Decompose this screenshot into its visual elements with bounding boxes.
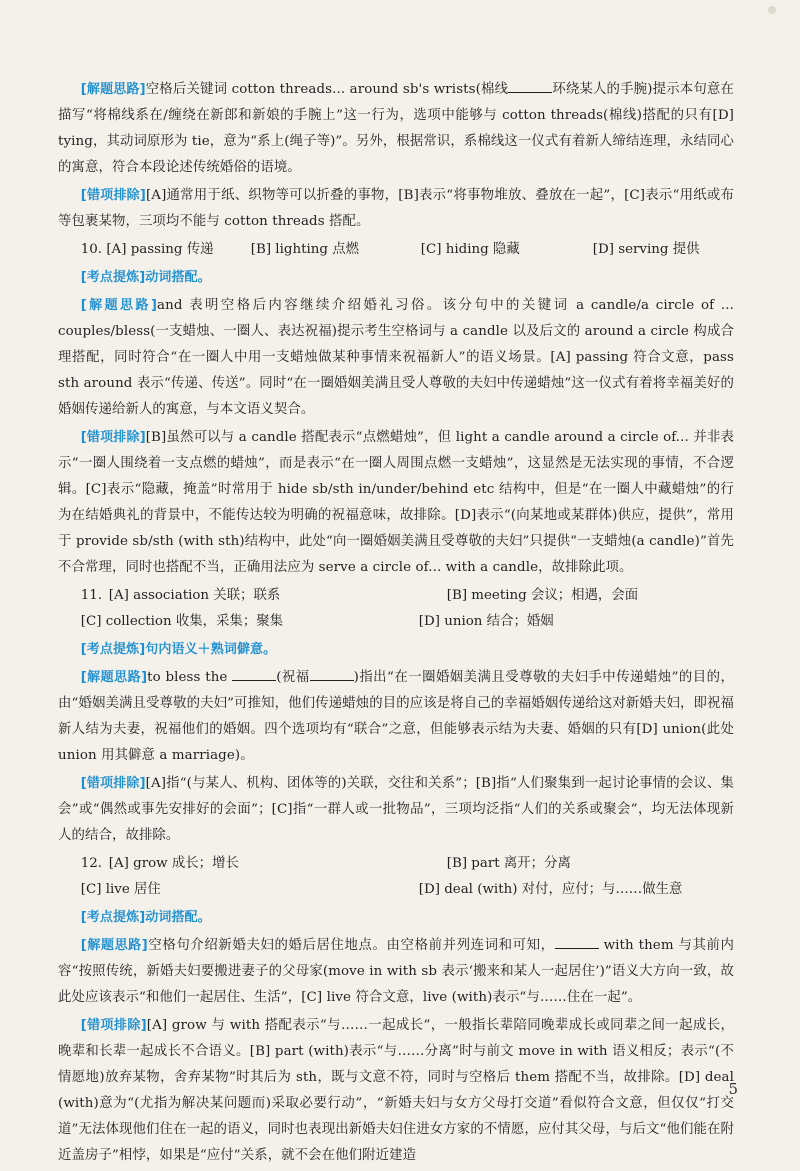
q10-analysis-tag: [解题思路]: [80, 298, 158, 313]
q11-option-b: [B] meeting 会议；相遇，会面: [446, 588, 639, 603]
q9-analysis-tag: [解题思路]: [80, 82, 146, 97]
q9-elimination-tag: [错项排除]: [80, 188, 146, 203]
q12-option-a: [A] grow 成长；增长: [108, 856, 239, 871]
q9-elimination: [错项排除][A]通常用于纸、织物等可以折叠的事物，[B]表示“将事物堆放、叠放在一起”，[C]表示“用纸或布等包裹某物，三项均不能与 cotton threads 搭配。: [58, 188, 734, 229]
q11-keypoint-tag: [考点提炼]: [80, 642, 146, 657]
answer-blank: [508, 78, 552, 93]
q10-keypoint: [考点提炼]动词搭配。: [80, 270, 211, 285]
q12-elimination-tag: [错项排除]: [80, 1018, 147, 1033]
q10-option-d: [D] serving 提供: [592, 242, 700, 257]
q12-option-d: [D] deal (with) 对付，应付；与……做生意: [418, 882, 683, 897]
corner-dot: [768, 6, 776, 14]
q11-option-d: [D] union 结合；婚姻: [418, 614, 554, 629]
q11-elimination: [错项排除][A]指“(与某人、机构、团体等的)关联，交往和关系”；[B]指“人们聚集到一起讨论事情的会议、集会”或“偶然或事先安排好的会面”；[C]指“一群人或一批物品”，三项均泛指“人们的关系或聚会”，均无法体现新人的结合，故排除。: [58, 776, 735, 843]
answer-blank: [555, 934, 599, 949]
q10-elimination: [错项排除][B]虽然可以与 a candle 搭配表示“点燃蜡烛”，但 light a candle around a circle of... 并非表示“一圈人围绕着一支点燃的蜡烛”，而是表示“在一圈人周围点燃一支蜡烛”，这显然是无法实现的事情，不合逻辑。[C]表示“隐藏，掩盖”时常用于 hide sb/sth in/under/behind etc 结构中，但是“在一圈人中藏蜡烛”的行为在结婚典礼的背景中，不能传达较为明确的祝福意味，故排除。[D]表示“(向某地或某群体)供应，提供”，常用于 provide sb/sth (with sth)结构中，此处“向一圈婚姻美满且受尊敬的夫妇”只提供“一支蜡烛(a candle)”首先不合常理，同时也搭配不当，正确用法应为 serve a circle of... with a candle，故排除此项。: [58, 430, 734, 575]
q11-elimination-tag: [错项排除]: [80, 776, 146, 791]
answer-blank: [232, 666, 276, 681]
q10-option-c: [C] hiding 隐藏: [420, 242, 520, 257]
answer-blank: [310, 666, 354, 681]
q11-analysis: [解题思路]to bless the (祝福 )指出“在一圈婚姻美满且受尊敬的夫妇手中传递蜡烛”的目的，由“婚姻美满且受尊敬的夫妇”可推知，他们传递蜡烛的目的应该是将自己的幸福婚姻传递给这对新婚夫妇，即祝福新人结为夫妻，祝福他们的婚姻。四个选项均有“联合”之意，但能够表示结为夫妻、婚姻的只有[D] union(此处 union 用其僻意 a marriage)。: [58, 665, 734, 769]
q11-option-a: [A] association 关联；联系: [108, 588, 281, 603]
q10-option-b: [B] lighting 点燃: [250, 242, 359, 257]
q11-analysis-tag: [解题思路]: [80, 670, 148, 685]
q12-option-b: [B] part 离开；分离: [446, 856, 571, 871]
q12-elimination: [错项排除][A] grow 与 with 搭配表示“与……一起成长”，一般指长辈陪同晚辈成长或同辈之间一起成长，晚辈和长辈一起成长不合语义。[B] part (with)表示“与……分离”时与前文 move in with 语义相反；表示“(不情愿地)放弃某物，舍弃某物”时其后为 sth，既与文意不符，同时与空格后 them 搭配不当，故排除。[D] deal (with)意为“(尤指为解决某问题而)采取必要行动”，“新婚夫妇与女方父母打交道”看似符合文意，但仅仅“打交道”无法体现他们住在一起的语义，同时也表现出新婚夫妇住进女方家的不情愿，应付其父母，与后文“他们能在附近盖房子”相悖，如果是“应付”关系，就不会在他们附近建造: [58, 1018, 734, 1163]
q10-analysis: [解题思路]and 表明空格后内容继续介绍婚礼习俗。该分句中的关键词 a candle/a circle of ... couples/bless(一支蜡烛、一圈人、表达祝福)提示考生空格词与 a candle 以及后文的 around a circle 构成合理搭配，同时符合“在一圈人中用一支蜡烛做某种事情来祝福新人”的语义场景。[A] passing 符合文意，pass sth around 表示“传递、传送”。同时“在一圈婚姻美满且受人尊敬的夫妇中传递蜡烛”这一仪式有着将幸福美好的婚姻传递给新人的寓意，与本文语义契合。: [58, 298, 735, 417]
q12-analysis-tag: [解题思路]: [80, 938, 148, 953]
q12-analysis: [解题思路]空格句介绍新婚夫妇的婚后居住地点。由空格前并列连词和可知， with them 与其前内容“按照传统，新婚夫妇要搬进妻子的父母家(move in with sb 表示‘搬来和某人一起居住’)”语义大方向一致，故此处应该表示“和他们一起居住、生活”，[C] live 符合文意，live (with)表示“与……住在一起”。: [58, 933, 734, 1011]
q11-options: [58, 583, 734, 635]
q12-keypoint: [考点提炼]动词搭配。: [80, 910, 211, 925]
q11-option-c: [C] collection 收集，采集；聚集: [80, 614, 283, 629]
q9-analysis: [解题思路]空格后关键词 cotton threads... around sb's wrists(棉线 环绕某人的手腕)提示本句意在描写“将棉线系在/缠绕在新郎和新娘的手腕上”这一行为，选项中能够与 cotton threads(棉线)搭配的只有[D] tying，其动词原形为 tie，意为“系上(绳子等)”。另外，根据常识，系棉线这一仪式有着新人缔结连理，永结同心的寓意，符合本段论述传统婚俗的语境。: [58, 77, 734, 181]
q10-options: [58, 237, 734, 263]
q12-keypoint-tag: [考点提炼]: [80, 910, 146, 925]
page-number: 5: [728, 1080, 738, 1098]
q10-option-a: 10. [A] passing 传递: [80, 242, 214, 257]
q12-number: 12.: [80, 856, 103, 871]
q11-number: 11.: [80, 588, 103, 603]
q12-options: [58, 851, 734, 903]
q12-option-c: [C] live 居住: [80, 882, 161, 897]
q11-keypoint: [考点提炼]句内语义＋熟词僻意。: [80, 642, 277, 657]
q10-elimination-tag: [错项排除]: [80, 430, 146, 445]
q10-keypoint-tag: [考点提炼]: [80, 270, 146, 285]
